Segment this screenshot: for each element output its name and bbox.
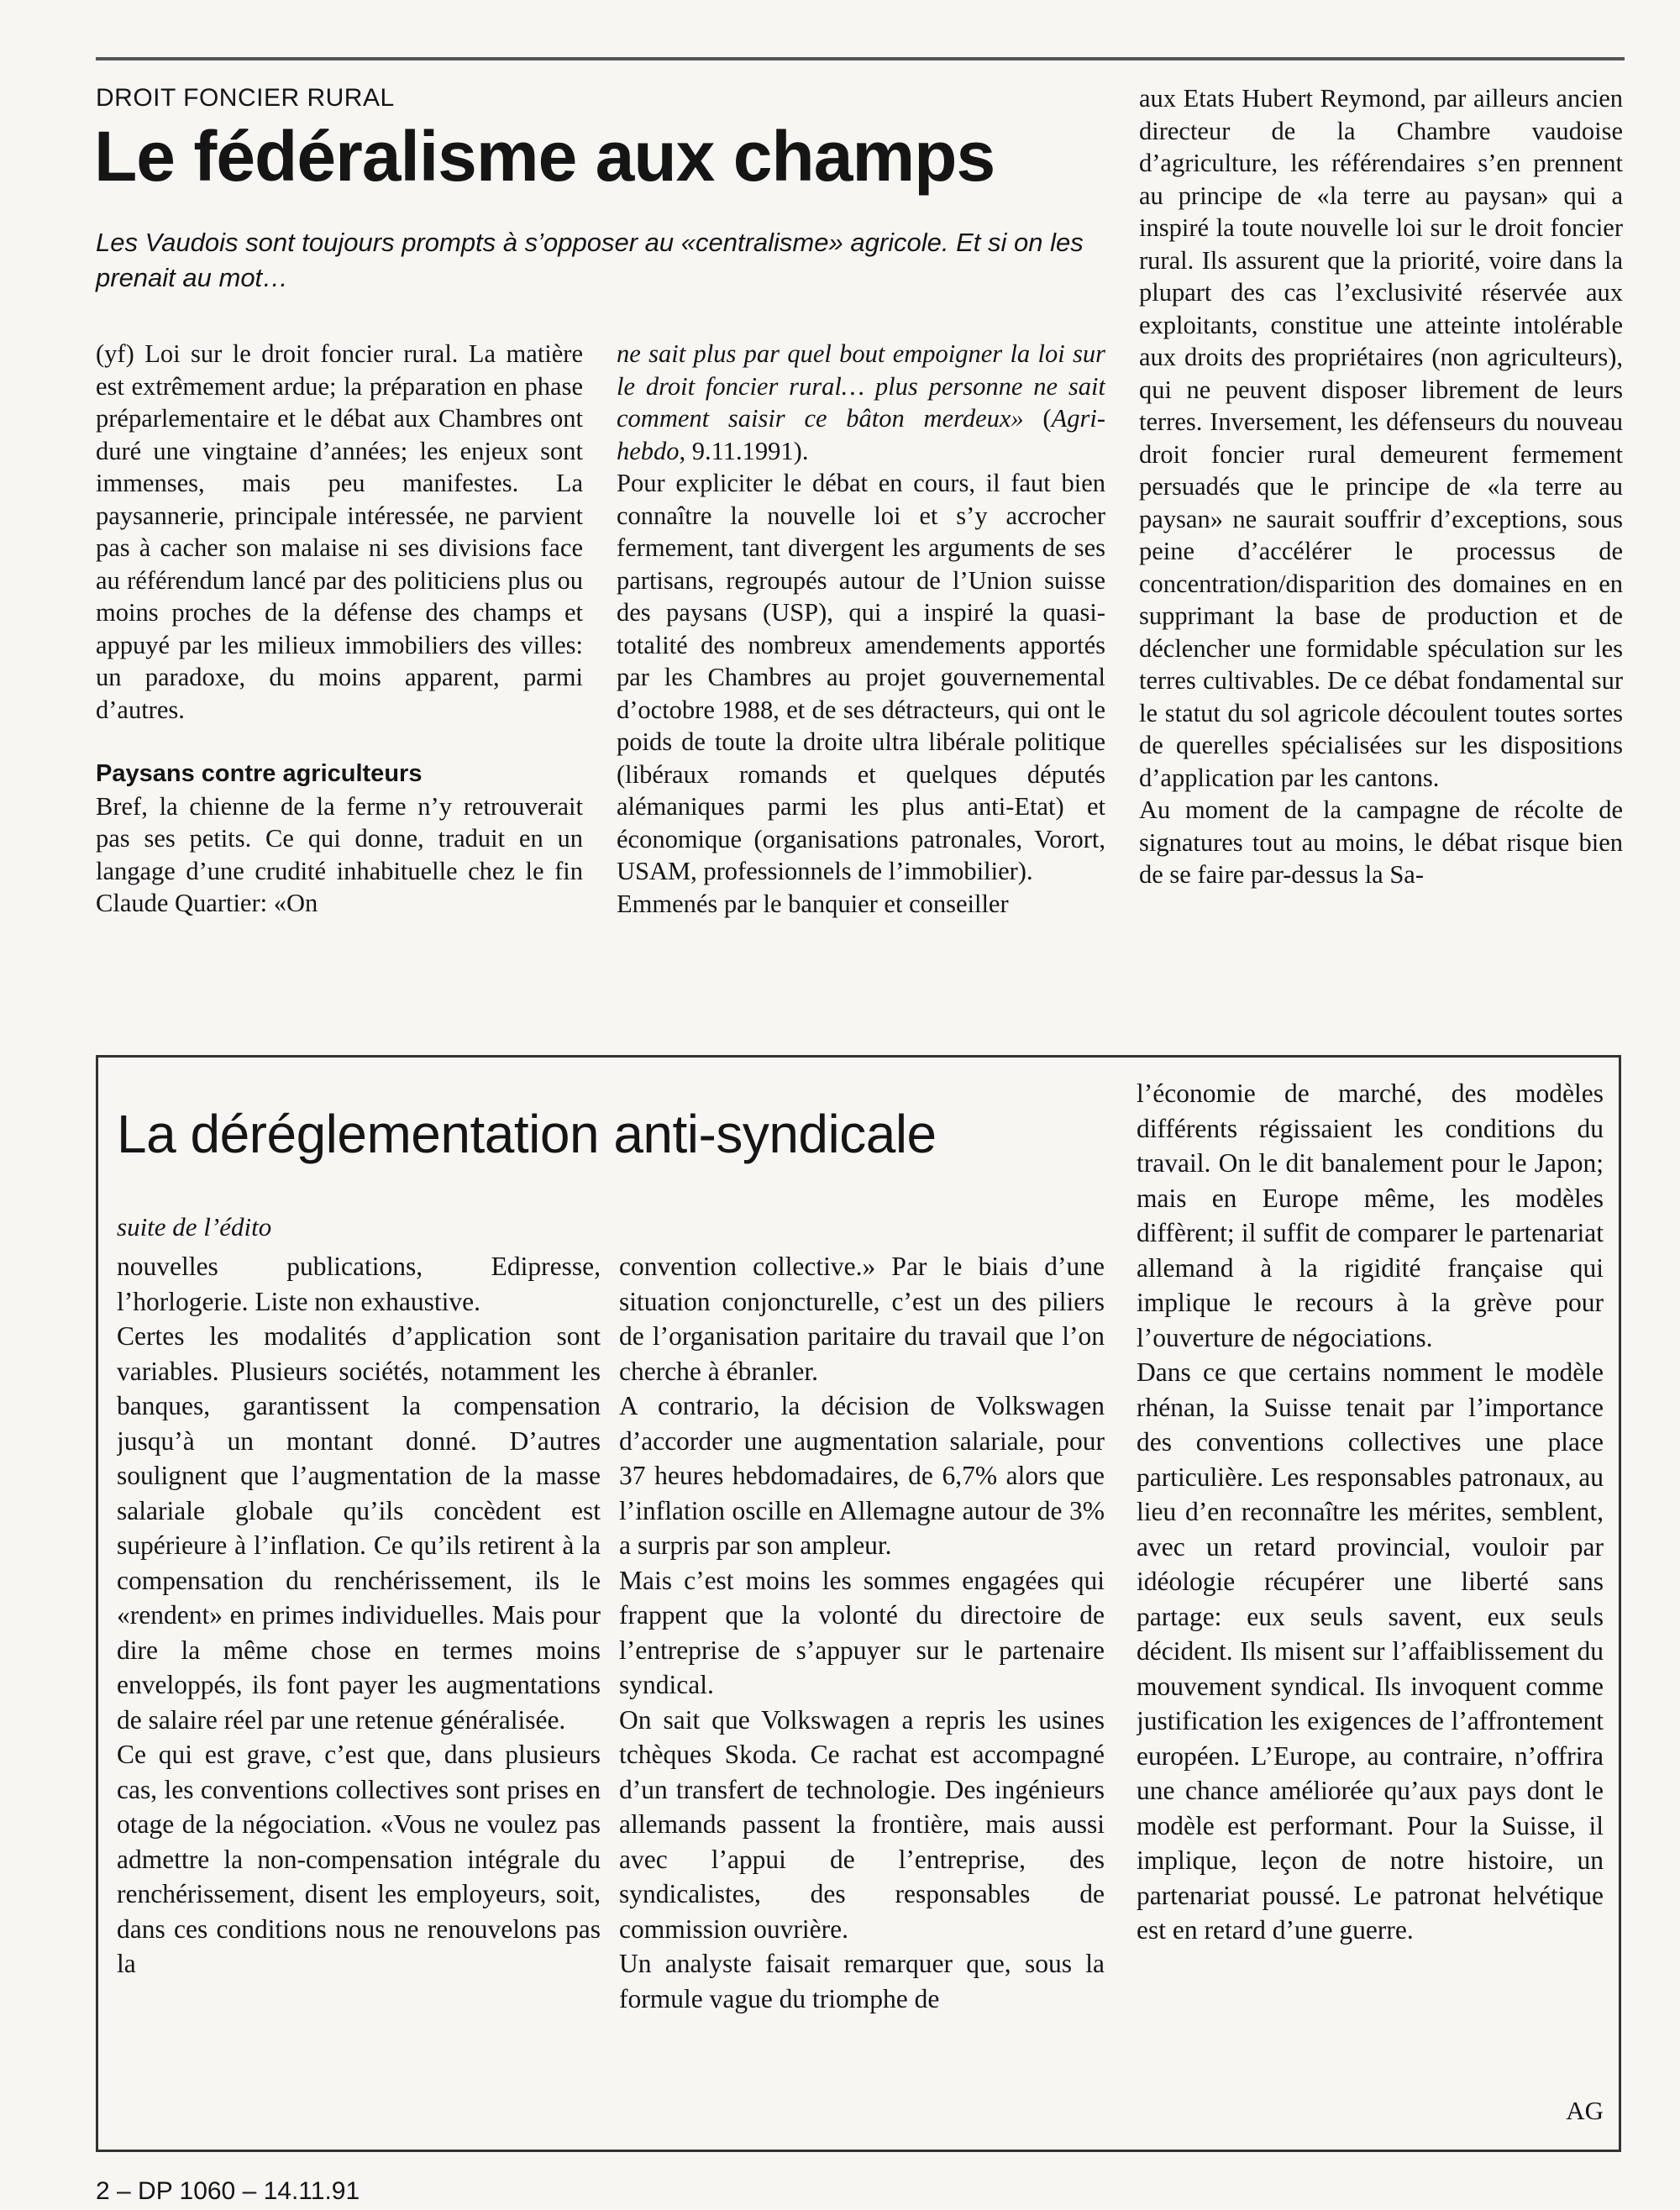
paragraph: nouvelles publications, Edipresse, l’horlogerie. Liste non exhaustive. [117, 1252, 601, 1316]
paragraph: Certes les modalités d’application sont variables. Plusieurs sociétés, notamment les banques, garantissent la compensation jusqu’à un montant donné. D’autres soulignent que l’augmentation de la masse salariale globale qu’ils concèdent est supérieure à l’inflation. Ce qu’ils retirent à la compensation du renchérissement, ils le «rendent» en primes individuelles. Mais pour dire la même chose en termes moins enveloppés, ils font payer les augmentations de salaire réel par une retenue généralisée. [117, 1321, 601, 1735]
article-headline: Le fédéralisme aux champs [94, 117, 995, 196]
paragraph: Emmenés par le banquier et conseiller [617, 889, 1009, 918]
paragraph: A contrario, la décision de Volkswagen d’accorder une augmentation salariale, pour 37 heures hebdomadaires, de 6,7% alors que l’inflation oscille en Allemagne autour de 3% a surpris par son ampleur. [619, 1391, 1105, 1560]
article-column-1 [96, 338, 583, 993]
article-column-3 [1139, 82, 1623, 993]
box-column-1 [117, 1249, 601, 2131]
paragraph: Ce qui est grave, c’est que, dans plusieurs cas, les conventions collectives sont prises en otage de la négociation. «Vous ne voulez pas admettre la non-compensation intégrale du renchérissement, disent les employeurs, soit, dans ces conditions nous ne renouvelons pas la [117, 1740, 601, 1978]
paragraph: Dans ce que certains nomment le modèle rhénan, la Suisse tenait par l’importance des conventions collectives une place particulière. Les responsables patronaux, au lieu d’en reconnaître les mérites, semblent, avec un retard provincial, vouloir par idéologie récupérer une liberté sans partage: eux seuls savent, eux seuls décident. Ils misent sur l’affaiblissement du mouvement syndical. Ils invoquent comme justification les exigences de l’affrontement européen. L’Europe, au contraire, n’offrira une chance améliorée qu’aux pays dont le modèle est performant. Pour la Suisse, il implique, leçon de notre histoire, un partenariat poussé. Le patronat helvétique est en retard d’une guerre. [1137, 1357, 1604, 1945]
quote: ne sait plus par quel bout empoigner la loi sur le droit foncier rural… plus personne ne sait comment saisir ce bâton merdeux» [617, 339, 1105, 433]
paragraph: Au moment de la campagne de récolte de signatures tout au moins, le débat risque bien de se faire par-dessus la Sa- [1139, 795, 1623, 889]
paragraph: aux Etats Hubert Reymond, par ailleurs ancien directeur de la Chambre vaudoise d’agriculture, les référendaires s’en prennent au principe de «la terre au paysan» qui a inspiré la toute nouvelle loi sur le droit foncier rural. Ils assurent que la priorité, voire dans la plupart des cas l’exclusivité réservée aux exploitants, constitue une atteinte intolérable aux droits des propriétaires (non agriculteurs), qui ne peuvent disposer librement de leurs terres. Inversement, les défenseurs du nouveau droit foncier rural demeurent fermement persuadés que le principe de «la terre au paysan» ne saurait souffrir d’exceptions, sous peine d’accélérer le processus de concentration/disparition des domaines en en supprimant la base de production et de déclencher une formidable spéculation sur les terres cultivables. De ce débat fondamental sur le statut du sol agricole découlent toutes sortes de querelles spécialisées sur les dispositions d’application par les cantons. [1139, 84, 1623, 792]
paragraph: convention collective.» Par le biais d’une situation conjoncturelle, c’est un des piliers de l’organisation paritaire du travail que l’on cherche à ébranler. [619, 1252, 1105, 1386]
article-deck: Les Vaudois sont toujours prompts à s’opposer au «centralisme» agricole. Et si on les prenait au mot… [96, 228, 1084, 292]
page-footer: 2 – DP 1060 – 14.11.91 [96, 2177, 360, 2205]
paragraph: Pour expliciter le débat en cours, il faut bien connaître la nouvelle loi et s’y accrocher fermement, tant divergent les arguments de ses partisans, regroupés autour de l’Union suisse des paysans (USP), qui a inspiré la quasi-totalité des nombreux amendements apportés par les Chambres au projet gouvernemental d’octobre 1988, et de ses détracteurs, qui ont le poids de toute la droite ultra libérale politique (libéraux romands et quelques députés alémaniques parmi les plus anti-Etat) et économique (organisations patronales, Vorort, USAM, professionnels de l’immobilier). [617, 469, 1105, 885]
author-signature: AG [1566, 2096, 1604, 2125]
box-column-2 [619, 1249, 1105, 2131]
paragraph: On sait que Volkswagen a repris les usines tchèques Skoda. Ce rachat est accompagné d’un transfert de technologie. Des ingénieurs allemands passent la frontière, mais aussi avec l’appui de l’entreprise, des syndicalistes, des responsables de commission ouvrière. [619, 1704, 1105, 1944]
paragraph: Mais c’est moins les sommes engagées qui frappent que la volonté du directoire de l’entreprise de s’appuyer sur le partenaire syndical. [619, 1565, 1105, 1699]
paragraph: l’économie de marché, des modèles différents régissaient les conditions du travail. On le dit banalement pour le Japon; mais en Europe même, les modèles diffèrent; il suffit de comparer le partenariat allemand à la rigidité française qui implique le recours à la grève pour l’ouverture de négociations. [1137, 1079, 1604, 1352]
paragraph: (yf) Loi sur le droit foncier rural. La matière est extrêmement ardue; la préparation en phase préparlementaire et le débat aux Chambres ont duré une vingtaine d’années; les enjeux sont immenses, mais peu manifestes. La paysannerie, principale intéressée, ne parvient pas à cacher son malaise ni ses divisions face au référendum lancé par des politiciens plus ou moins proches de la défense des champs et appuyé par les milieux immobiliers des villes: un paradoxe, du moins apparent, parmi d’autres. [96, 339, 583, 724]
quote-paragraph: ne sait plus par quel bout empoigner la loi sur le droit foncier rural… plus personne ne sait comment saisir ce bâton merdeux» (Agri-hebdo, 9.11.1991). [617, 339, 1105, 465]
box-column-3 [1137, 1076, 1604, 2092]
editorial-box [96, 1055, 1621, 2152]
box-subhead: suite de l’édito [117, 1212, 272, 1241]
source-name: Agri-hebdo [617, 404, 1105, 465]
article-column-2 [617, 338, 1105, 993]
source-date: , 9.11.1991). [679, 436, 809, 465]
paragraph: Un analyste faisait remarquer que, sous la formule vague du triomphe de [619, 1949, 1105, 2013]
paragraph: Bref, la chienne de la ferme n’y retrouverait pas ses petits. Ce qui donne, traduit en un langage d’une crudité inhabituelle chez le fin Claude Quartier: «On [96, 791, 583, 917]
section-subhead: Paysans contre agriculteurs [96, 760, 423, 787]
box-headline: La déréglementation anti-syndicale [117, 1104, 937, 1164]
top-rule [96, 57, 1625, 60]
article-kicker: DROIT FONCIER RURAL [96, 84, 395, 112]
